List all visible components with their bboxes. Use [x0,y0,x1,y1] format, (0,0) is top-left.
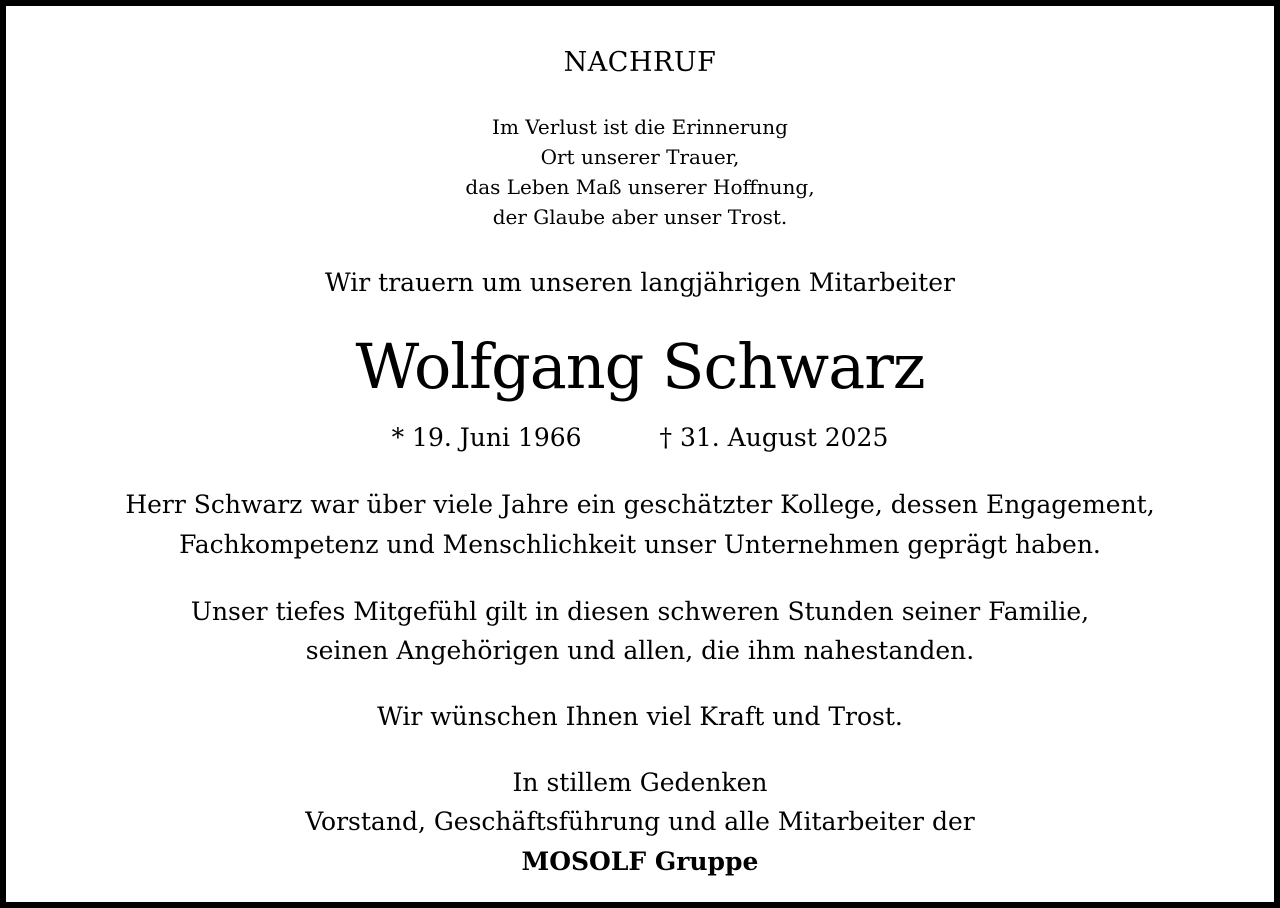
intro-text: Wir trauern um unseren langjährigen Mitarbeiter [325,268,955,297]
paragraph-line: Wir wünschen Ihnen viel Kraft und Trost. [377,702,903,731]
poem-line: Im Verlust ist die Erinnerung [492,115,788,139]
poem-line: der Glaube aber unser Trost. [492,205,788,229]
paragraph-line: Herr Schwarz war über viele Jahre ein geschätzter Kollege, dessen Engagement, [125,490,1155,519]
paragraph-line: Fachkompetenz und Menschlichkeit unser Unternehmen geprägt haben. [179,530,1101,559]
closing-line: Vorstand, Geschäftsführung und alle Mitarbeiter der [305,807,975,836]
notice-title: NACHRUF [563,47,717,78]
company-name: MOSOLF Gruppe [521,847,759,876]
paragraph-line: seinen Angehörigen und allen, die ihm nahestanden. [305,636,975,665]
paragraph-line: Unser tiefes Mitgefühl gilt in diesen schweren Stunden seiner Familie, [190,597,1090,626]
closing-line: In stillem Gedenken [512,768,768,797]
poem-line: das Leben Maß unserer Hoffnung, [465,175,815,199]
deceased-name: Wolfgang Schwarz [355,330,925,403]
birth-date: * 19. Juni 1966 [391,423,582,452]
poem-line: Ort unserer Trauer, [540,145,740,169]
death-date: † 31. August 2025 [659,423,889,452]
life-dates [6,425,1274,450]
